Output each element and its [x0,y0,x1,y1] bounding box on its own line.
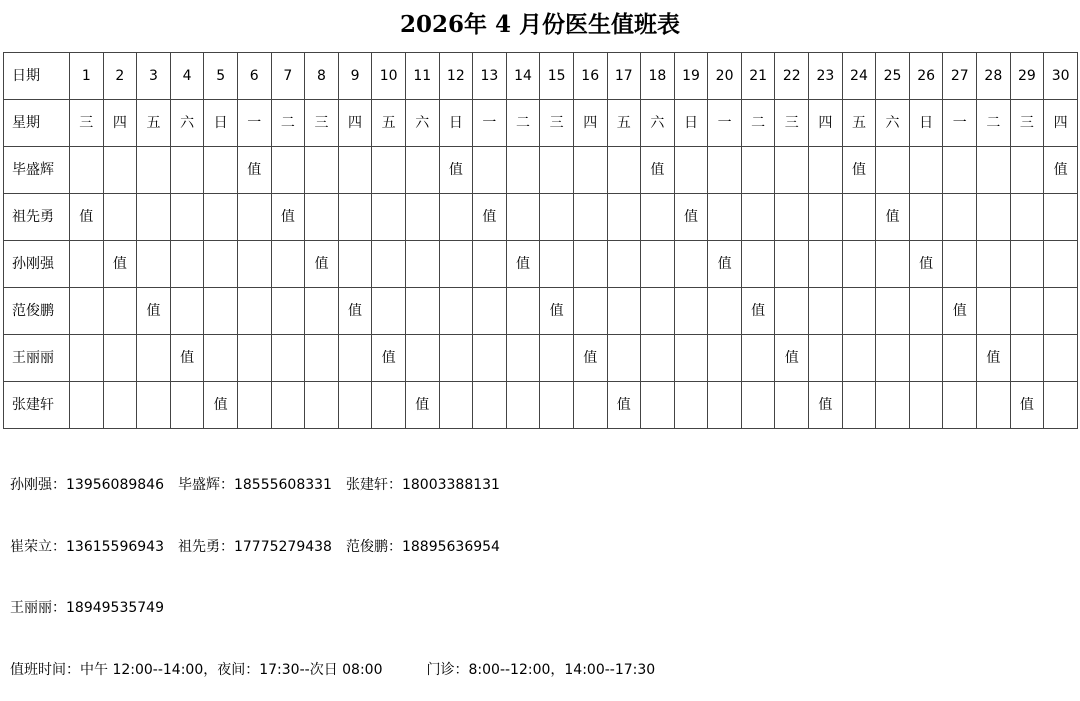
doctor-name: 张建轩 [4,382,70,429]
weekday-cell: 六 [641,100,675,147]
date-cell: 13 [473,53,507,100]
empty-cell [943,335,977,382]
empty-cell [1044,241,1078,288]
weekday-cell: 六 [876,100,910,147]
contact-entry: 范俊鹏：18895636954 [345,538,500,555]
empty-cell [439,382,473,429]
empty-cell [70,382,104,429]
duty-mark-cell: 值 [943,288,977,335]
empty-cell [775,194,809,241]
duty-mark-cell: 值 [977,335,1011,382]
empty-cell [338,335,372,382]
empty-cell [909,288,943,335]
empty-cell [137,335,171,382]
empty-cell [909,335,943,382]
date-cell: 9 [338,53,372,100]
weekday-cell: 一 [473,100,507,147]
page-title: 2026年 4 月份医生值班表 [399,11,681,38]
contact-entry: 毕盛辉：18555608331 [177,477,332,493]
hours-line [10,660,655,681]
empty-cell [741,194,775,241]
duty-mark-cell: 值 [775,335,809,382]
weekday-cell: 一 [237,100,271,147]
date-cell: 25 [876,53,910,100]
weekday-cell: 三 [540,100,574,147]
weekday-cell: 五 [607,100,641,147]
weekday-cell: 三 [70,100,104,147]
contact-line-2 [10,537,655,558]
weekday-cell: 日 [204,100,238,147]
empty-cell [271,382,305,429]
empty-cell [876,147,910,194]
empty-cell [607,288,641,335]
empty-cell [103,194,137,241]
contact-entry: 张建轩：18003388131 [345,477,500,493]
weekday-cell: 二 [271,100,305,147]
empty-cell [170,288,204,335]
empty-cell [506,147,540,194]
doctor-name: 毕盛辉 [4,147,70,194]
empty-cell [842,288,876,335]
date-cell: 30 [1044,53,1078,100]
empty-cell [708,335,742,382]
duty-mark-cell: 值 [405,382,439,429]
weekday-cell: 六 [405,100,439,147]
weekday-cell: 一 [943,100,977,147]
empty-cell [977,382,1011,429]
duty-mark-cell: 值 [1044,147,1078,194]
empty-cell [204,241,238,288]
empty-cell [271,147,305,194]
doctor-row [4,382,1078,429]
duty-mark-cell: 值 [909,241,943,288]
empty-cell [103,288,137,335]
empty-cell [271,241,305,288]
empty-cell [473,382,507,429]
duty-mark-cell: 值 [473,194,507,241]
empty-cell [1010,147,1044,194]
empty-cell [909,382,943,429]
empty-cell [170,147,204,194]
empty-cell [1044,288,1078,335]
empty-cell [842,335,876,382]
empty-cell [405,194,439,241]
doctor-name: 孙刚强 [4,241,70,288]
empty-cell [809,147,843,194]
empty-cell [607,194,641,241]
weekday-cell: 日 [674,100,708,147]
weekday-row [4,100,1078,147]
empty-cell [708,147,742,194]
empty-cell [439,288,473,335]
contact-entry: 祖先勇：17775279438 [177,538,332,555]
empty-cell [607,147,641,194]
date-cell: 26 [909,53,943,100]
empty-cell [372,382,406,429]
empty-cell [809,335,843,382]
empty-cell [473,288,507,335]
empty-cell [338,241,372,288]
empty-cell [775,241,809,288]
empty-cell [775,147,809,194]
date-cell: 20 [708,53,742,100]
duty-mark-cell: 值 [103,241,137,288]
empty-cell [977,288,1011,335]
empty-cell [876,335,910,382]
empty-cell [237,194,271,241]
empty-cell [641,241,675,288]
contact-line-3 [10,598,655,619]
empty-cell [741,335,775,382]
empty-cell [540,194,574,241]
empty-cell [70,288,104,335]
date-cell: 2 [103,53,137,100]
duty-mark-cell: 值 [607,382,641,429]
empty-cell [641,194,675,241]
empty-cell [977,147,1011,194]
date-cell: 3 [137,53,171,100]
date-cell: 23 [809,53,843,100]
empty-cell [842,382,876,429]
empty-cell [170,382,204,429]
duty-mark-cell: 值 [506,241,540,288]
empty-cell [103,147,137,194]
duty-mark-cell: 值 [876,194,910,241]
empty-cell [204,147,238,194]
empty-cell [943,241,977,288]
empty-cell [405,241,439,288]
duty-mark-cell: 值 [204,382,238,429]
date-cell: 28 [977,53,1011,100]
date-cell: 24 [842,53,876,100]
date-cell: 19 [674,53,708,100]
date-cell: 15 [540,53,574,100]
empty-cell [708,194,742,241]
empty-cell [943,147,977,194]
empty-cell [909,147,943,194]
empty-cell [842,194,876,241]
empty-cell [271,288,305,335]
empty-cell [674,241,708,288]
empty-cell [909,194,943,241]
empty-cell [405,147,439,194]
date-cell: 1 [70,53,104,100]
empty-cell [540,241,574,288]
empty-cell [641,288,675,335]
empty-cell [1010,335,1044,382]
empty-cell [876,288,910,335]
empty-cell [237,382,271,429]
empty-cell [439,194,473,241]
empty-cell [204,194,238,241]
empty-cell [943,382,977,429]
duty-mark-cell: 值 [338,288,372,335]
date-cell: 10 [372,53,406,100]
weekday-cell: 六 [170,100,204,147]
empty-cell [809,194,843,241]
empty-cell [1044,382,1078,429]
empty-cell [977,194,1011,241]
duty-schedule-table [3,52,1078,429]
date-cell: 21 [741,53,775,100]
empty-cell [1010,288,1044,335]
empty-cell [204,335,238,382]
date-cell: 27 [943,53,977,100]
empty-cell [137,194,171,241]
empty-cell [305,335,339,382]
empty-cell [338,147,372,194]
date-cell: 6 [237,53,271,100]
date-cell: 4 [170,53,204,100]
empty-cell [641,335,675,382]
empty-cell [137,241,171,288]
footer-info [10,434,655,701]
empty-cell [170,241,204,288]
empty-cell [103,382,137,429]
empty-cell [674,335,708,382]
empty-cell [506,382,540,429]
date-header: 日期 [4,53,70,100]
empty-cell [70,335,104,382]
duty-mark-cell: 值 [170,335,204,382]
empty-cell [573,288,607,335]
empty-cell [305,194,339,241]
empty-cell [237,335,271,382]
empty-cell [473,335,507,382]
empty-cell [842,241,876,288]
duty-mark-cell: 值 [439,147,473,194]
empty-cell [573,382,607,429]
date-cell: 14 [506,53,540,100]
empty-cell [876,382,910,429]
empty-cell [372,147,406,194]
date-cell: 8 [305,53,339,100]
clinic-hours: 门诊：8:00--12:00，14:00--17:30 [426,661,656,678]
empty-cell [977,241,1011,288]
empty-cell [1010,194,1044,241]
doctor-row [4,147,1078,194]
empty-cell [708,288,742,335]
empty-cell [1044,194,1078,241]
weekday-cell: 日 [909,100,943,147]
weekday-cell: 四 [1044,100,1078,147]
empty-cell [372,288,406,335]
empty-cell [741,382,775,429]
weekday-cell: 二 [977,100,1011,147]
duty-mark-cell: 值 [305,241,339,288]
date-cell: 18 [641,53,675,100]
empty-cell [540,382,574,429]
empty-cell [137,147,171,194]
date-cell: 29 [1010,53,1044,100]
empty-cell [943,194,977,241]
empty-cell [674,147,708,194]
empty-cell [473,147,507,194]
empty-cell [305,382,339,429]
duty-mark-cell: 值 [70,194,104,241]
empty-cell [372,241,406,288]
empty-cell [204,288,238,335]
empty-cell [573,194,607,241]
empty-cell [741,241,775,288]
empty-cell [540,335,574,382]
weekday-cell: 四 [809,100,843,147]
empty-cell [775,382,809,429]
empty-cell [809,241,843,288]
weekday-cell: 二 [506,100,540,147]
empty-cell [708,382,742,429]
empty-cell [137,382,171,429]
empty-cell [1044,335,1078,382]
empty-cell [271,335,305,382]
doctor-row [4,194,1078,241]
empty-cell [305,288,339,335]
empty-cell [674,382,708,429]
empty-cell [607,241,641,288]
empty-cell [506,335,540,382]
empty-cell [439,241,473,288]
empty-cell [305,147,339,194]
date-cell: 22 [775,53,809,100]
doctor-name: 范俊鹏 [4,288,70,335]
empty-cell [876,241,910,288]
empty-cell [506,288,540,335]
weekday-cell: 二 [741,100,775,147]
empty-cell [573,241,607,288]
empty-cell [70,241,104,288]
weekday-cell: 五 [842,100,876,147]
doctor-name: 王丽丽 [4,335,70,382]
empty-cell [70,147,104,194]
doctor-row [4,288,1078,335]
doctor-row [4,335,1078,382]
empty-cell [439,335,473,382]
empty-cell [506,194,540,241]
weekday-cell: 一 [708,100,742,147]
contact-line-1 [10,475,655,496]
date-cell: 17 [607,53,641,100]
empty-cell [775,288,809,335]
weekday-cell: 三 [775,100,809,147]
duty-mark-cell: 值 [372,335,406,382]
weekday-cell: 五 [137,100,171,147]
empty-cell [237,241,271,288]
weekday-cell: 五 [372,100,406,147]
weekday-header: 星期 [4,100,70,147]
empty-cell [372,194,406,241]
empty-cell [338,382,372,429]
empty-cell [809,288,843,335]
duty-mark-cell: 值 [809,382,843,429]
weekday-cell: 三 [1010,100,1044,147]
empty-cell [405,335,439,382]
weekday-cell: 四 [573,100,607,147]
duty-mark-cell: 值 [237,147,271,194]
duty-hours: 值班时间：中午 12:00--14:00，夜间：17:30--次日 08:00 [10,661,383,678]
duty-mark-cell: 值 [540,288,574,335]
date-cell: 16 [573,53,607,100]
weekday-cell: 日 [439,100,473,147]
empty-cell [641,382,675,429]
weekday-cell: 三 [305,100,339,147]
empty-cell [741,147,775,194]
contact-entry: 崔荣立：13615596943 [10,538,164,555]
empty-cell [1010,241,1044,288]
empty-cell [170,194,204,241]
weekday-cell: 四 [103,100,137,147]
date-cell: 7 [271,53,305,100]
empty-cell [338,194,372,241]
empty-cell [237,288,271,335]
doctor-name: 祖先勇 [4,194,70,241]
duty-mark-cell: 值 [708,241,742,288]
contact-entry: 王丽丽：18949535749 [10,600,164,616]
date-cell: 11 [405,53,439,100]
duty-mark-cell: 值 [137,288,171,335]
duty-mark-cell: 值 [271,194,305,241]
duty-mark-cell: 值 [741,288,775,335]
date-cell: 12 [439,53,473,100]
duty-mark-cell: 值 [1010,382,1044,429]
date-row [4,53,1078,100]
empty-cell [573,147,607,194]
empty-cell [540,147,574,194]
empty-cell [405,288,439,335]
duty-mark-cell: 值 [573,335,607,382]
empty-cell [103,335,137,382]
duty-mark-cell: 值 [842,147,876,194]
duty-mark-cell: 值 [641,147,675,194]
weekday-cell: 四 [338,100,372,147]
empty-cell [473,241,507,288]
empty-cell [674,288,708,335]
duty-mark-cell: 值 [674,194,708,241]
empty-cell [607,335,641,382]
date-cell: 5 [204,53,238,100]
doctor-row [4,241,1078,288]
contact-entry: 孙刚强：13956089846 [10,477,164,493]
